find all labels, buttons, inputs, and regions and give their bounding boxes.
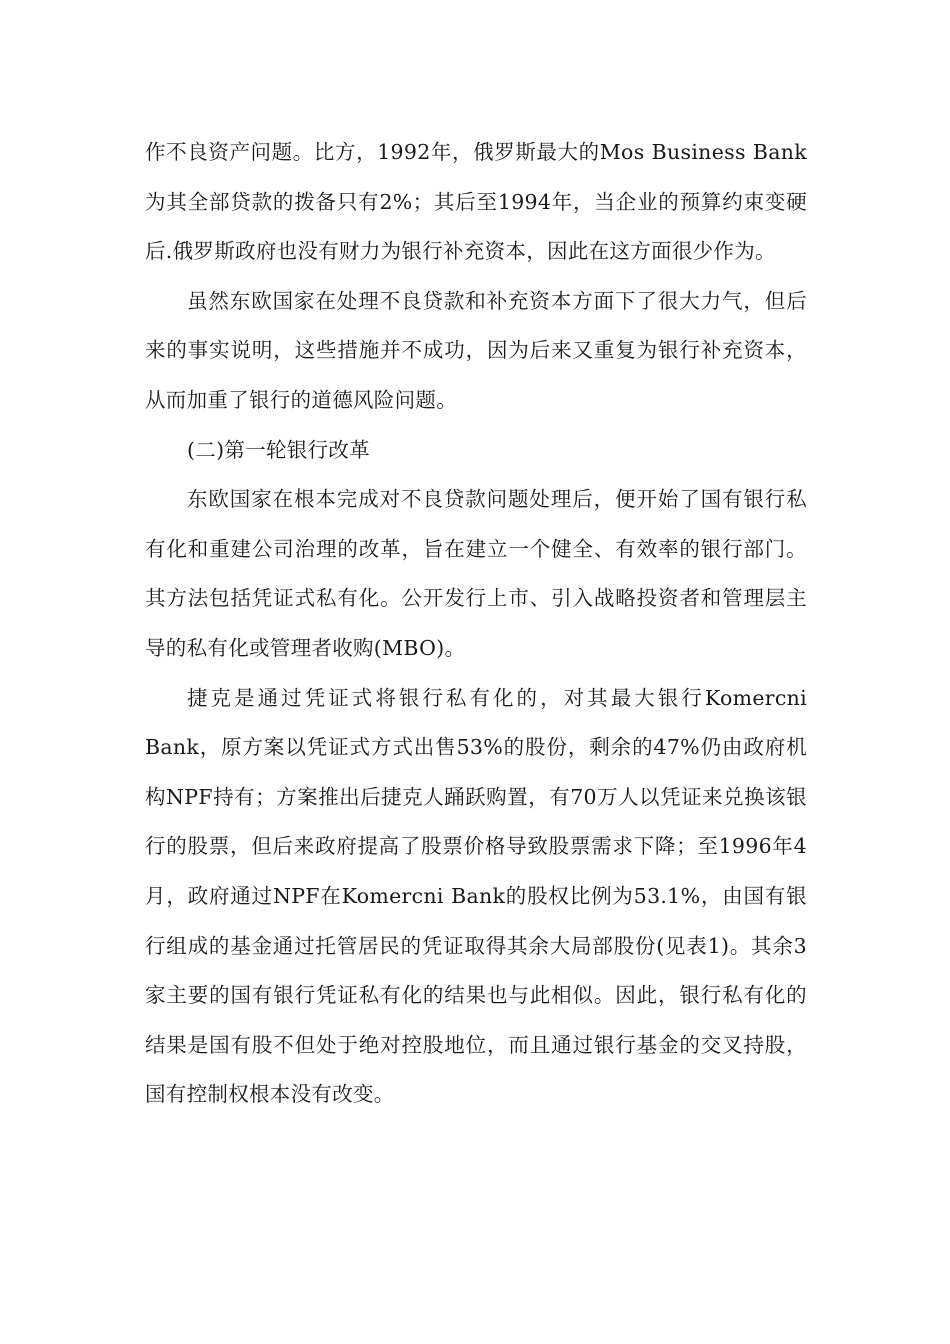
- paragraph-privatization-methods: 东欧国家在根本完成对不良贷款问题处理后，便开始了国有银行私有化和重建公司治理的改革，旨在建立一个健全、有效率的银行部门。其方法包括凭证式私有化。公开发行上市、引入战略投资者和管理层主导的私有化或管理者收购(MBO)。: [145, 487, 807, 660]
- document-body: [145, 128, 807, 1120]
- section-heading-first-reform: (二)第一轮银行改革: [187, 437, 370, 462]
- paragraph-nonperforming-assets: 作不良资产问题。比方，1992年，俄罗斯最大的Mos Business Bank为其全部贷款的拨备只有2%；其后至1994年，当企业的预算约束变硬后.俄罗斯政府也没有财力为银行补充资本，因此在这方面很少作为。: [145, 140, 807, 264]
- paragraph-eastern-europe-measures: 虽然东欧国家在处理不良贷款和补充资本方面下了很大力气，但后来的事实说明，这些措施并不成功，因为后来又重复为银行补充资本，从而加重了银行的道德风险问题。: [145, 288, 807, 412]
- paragraph-czech-voucher-privatization: 捷克是通过凭证式将银行私有化的，对其最大银行Komercni Bank，原方案以凭证式方式出售53%的股份，剩余的47%仍由政府机构NPF持有；方案推出后捷克人踊跃购置，有70万人以凭证来兑换该银行的股票，但后来政府提高了股票价格导致股票需求下降；至1996年4月，政府通过NPF在Komercni Bank的股权比例为53.1%，由国有银行组成的基金通过托管居民的凭证取得其余大局部股份(见表1)。其余3家主要的国有银行凭证私有化的结果也与此相似。因此，银行私有化的结果是国有股不但处于绝对控股地位，而且通过银行基金的交叉持股，国有控制权根本没有改变。: [145, 685, 807, 1107]
